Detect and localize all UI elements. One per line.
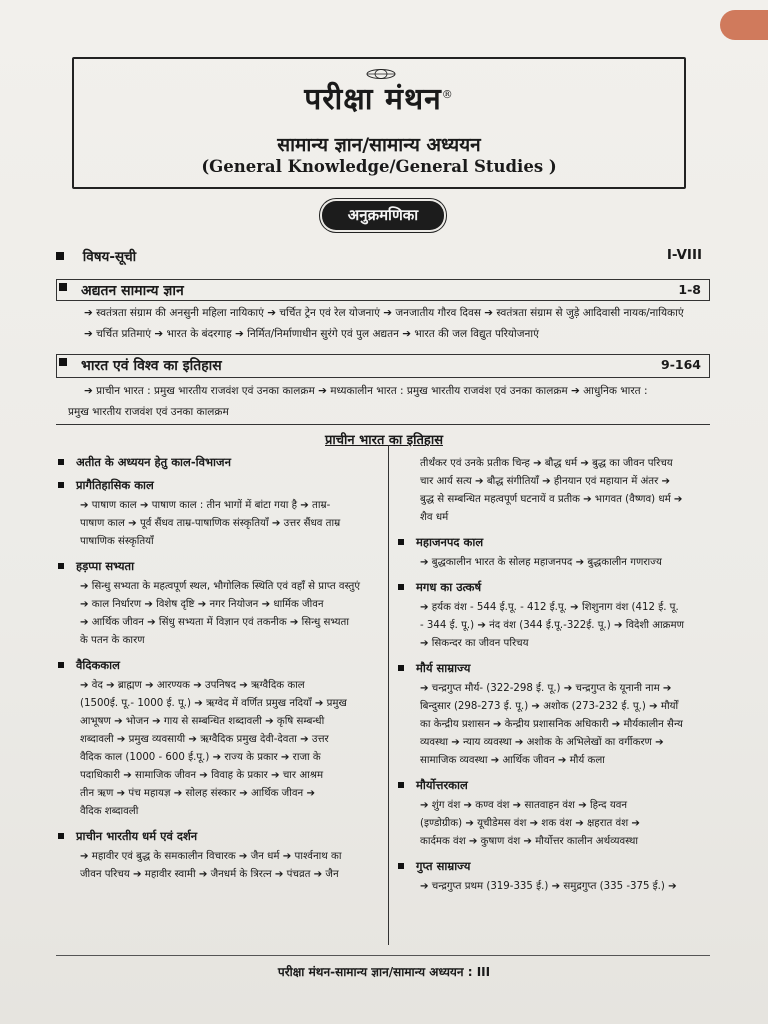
bullet-icon [59, 358, 67, 366]
topic-heading-text: मौर्योत्तरकाल [416, 778, 468, 792]
section-history [56, 354, 710, 378]
topic-line: ➔ काल निर्धारण ➔ विशेष दृष्टि ➔ नगर नियोजन ➔ धार्मिक जीवन [80, 599, 324, 610]
section-line: ➔ प्राचीन भारत : प्रमुख भारतीय राजवंश एवं उनका कालक्रम ➔ मध्यकालीन भारत : प्रमुख भारतीय राजवंश एवं उनका कालक्रम ➔ आधुनिक भारत : [84, 385, 648, 397]
topic-heading [58, 478, 378, 493]
right-column [398, 455, 718, 896]
toc-row [56, 247, 710, 265]
topic-heading [58, 559, 378, 574]
section-pages: 9-164 [661, 357, 701, 372]
ancient-history-title: प्राचीन भारत का इतिहास [325, 433, 443, 448]
topic-line: (1500ई. पू.- 1000 ई. पू.) ➔ ऋग्वेद में वर्णित प्रमुख नदियाँ ➔ प्रमुख [80, 698, 347, 709]
topic-heading-text: मगध का उत्कर्ष [416, 580, 482, 594]
topic-line: ➔ सिन्धु सभ्यता के महत्वपूर्ण स्थल, भौगोलिक स्थिति एवं वहाँ से प्राप्त वस्तुएं [80, 581, 360, 592]
topic-heading [398, 859, 718, 874]
topic-line: जीवन परिचय ➔ महावीर स्वामी ➔ जैनधर्म के त्रिरत्न ➔ पंचव्रत ➔ जैन [80, 869, 339, 880]
topic-line: - 344 ई. पू.) ➔ नंद वंश (344 ई.पू.-322ई. पू.) ➔ विदेशी आक्रमण [420, 620, 684, 631]
topic-line: ➔ चन्द्रगुप्त प्रथम (319-335 ई.) ➔ समुद्रगुप्त (335 -375 ई.) ➔ [420, 881, 677, 892]
topic-heading-text: मौर्य साम्राज्य [416, 661, 471, 675]
topic-line: तीन ऋण ➔ पंच महायज्ञ ➔ सोलह संस्कार ➔ आर्थिक जीवन ➔ [80, 788, 315, 799]
bullet-icon [398, 782, 404, 788]
topic-line: पाषाण काल ➔ पूर्व सैंधव ताम्र-पाषाणिक संस्कृतियाँ ➔ उत्तर सैंधव ताम्र [80, 518, 341, 529]
topic-line: ➔ बुद्धकालीन भारत के सोलह महाजनपद ➔ बुद्धकालीन गणराज्य [420, 557, 662, 568]
topic-line: पाषाणिक संस्कृतियाँ [80, 536, 154, 547]
brand-text: परीक्षा मंथन [304, 82, 442, 117]
footer: परीक्षा मंथन-सामान्य ज्ञान/सामान्य अध्ययन : III [277, 965, 491, 979]
topic-line: वैदिक शब्दावली [80, 806, 139, 817]
topic-line: ➔ चन्द्रगुप्त मौर्य- (322-298 ई. पू.) ➔ चन्द्रगुप्त के यूनानी नाम ➔ [420, 683, 672, 694]
bullet-icon [58, 563, 64, 569]
topic-line: ➔ महावीर एवं बुद्ध के समकालीन विचारक ➔ जैन धर्म ➔ पार्श्वनाथ का [80, 851, 342, 862]
topic-line: बुद्ध से सम्बन्धित महत्वपूर्ण घटनायें व प्रतीक ➔ भागवत (वैष्णव) धर्म ➔ [420, 494, 683, 505]
section-label: अद्यतन सामान्य ज्ञान [81, 283, 184, 299]
toc-label: विषय-सूची [82, 249, 137, 265]
topic-line: के पतन के कारण [80, 635, 145, 646]
index-heading: अनुक्रमणिका [322, 201, 444, 230]
finger-edge [720, 10, 768, 40]
english-title: (General Knowledge/General Studies ) [201, 157, 557, 176]
section-line: ➔ चर्चित प्रतिमाएं ➔ भारत के बंदरगाह ➔ निर्मित/निर्माणाधीन सुरंगे एवं पुल अद्यतन ➔ भारत की जल विद्युत परियोजनाएं [84, 328, 539, 340]
topic-heading-text: हड़प्पा सभ्यता [76, 559, 135, 573]
topic-heading [58, 829, 378, 844]
bullet-icon [398, 539, 404, 545]
topic-line: ➔ सिकन्दर का जीवन परिचय [420, 638, 529, 649]
topic-line: बिन्दुसार (298-273 ई. पू.) ➔ अशोक (273-232 ई. पू.) ➔ मौर्यों [420, 701, 679, 712]
header-box [72, 57, 686, 189]
topic-heading-text: वैदिककाल [76, 658, 120, 672]
topic-heading-text: प्राचीन भारतीय धर्म एवं दर्शन [76, 829, 198, 843]
topic-line: ➔ पाषाण काल ➔ पाषाण काल : तीन भागों में बांटा गया है ➔ ताम्र- [80, 500, 331, 511]
section-line: ➔ स्वतंत्रता संग्राम की अनसुनी महिला नायिकाएं ➔ चर्चित ट्रेन एवं रेल योजनाएं ➔ जनजातीय गौरव दिवस ➔ स्वतंत्रता संग्राम से जुड़े आदिवासी नायक/नायिकाएं [84, 307, 684, 319]
brand-title [74, 77, 684, 118]
column-divider [388, 445, 389, 945]
section-label: भारत एवं विश्व का इतिहास [81, 358, 222, 374]
topic-line: शब्दावली ➔ प्रमुख व्यवसायी ➔ ऋग्वैदिक प्रमुख देवी-देवता ➔ उत्तर [80, 734, 329, 745]
bullet-icon [58, 459, 64, 465]
topic-heading-text: प्रागैतिहासिक काल [76, 478, 154, 492]
hindi-title: सामान्य ज्ञान/सामान्य अध्ययन [277, 134, 481, 156]
bullet-icon [398, 863, 404, 869]
topic-line: ➔ शुंग वंश ➔ कण्व वंश ➔ सातवाहन वंश ➔ हिन्द यवन [420, 800, 628, 811]
bullet-icon [59, 283, 67, 291]
topic-line: कार्दमक वंश ➔ कुषाण वंश ➔ मौर्योत्तर कालीन अर्थव्यवस्था [420, 836, 639, 847]
divider [56, 424, 710, 425]
section-current-gk [56, 279, 710, 301]
left-column [58, 455, 378, 884]
topic-heading [58, 658, 378, 673]
topic-line: (इण्डोग्रीक) ➔ यूचीडेमस वंश ➔ शक वंश ➔ क्षहरात वंश ➔ [420, 818, 640, 829]
topic-heading [58, 455, 378, 470]
bullet-icon [398, 584, 404, 590]
topic-line: ➔ आर्थिक जीवन ➔ सिंधु सभ्यता में विज्ञान एवं तकनीक ➔ सिन्धु सभ्यता [80, 617, 349, 628]
topic-line: शैव धर्म [420, 512, 449, 523]
toc-pages: I-VIII [666, 247, 702, 263]
topic-line: वैदिक काल (1000 - 600 ई.पू.) ➔ राज्य के प्रकार ➔ राजा के [80, 752, 321, 763]
bullet-icon [58, 833, 64, 839]
topic-line: पदाधिकारी ➔ सामाजिक जीवन ➔ विवाह के प्रकार ➔ चार आश्रम [80, 770, 324, 781]
topic-line: सामाजिक व्यवस्था ➔ आर्थिक जीवन ➔ मौर्य कला [420, 755, 605, 766]
topic-line: ➔ वेद ➔ ब्राह्मण ➔ आरण्यक ➔ उपनिषद ➔ ऋग्वैदिक काल [80, 680, 305, 691]
footer-rule [56, 955, 710, 956]
topic-line: का केन्द्रीय प्रशासन ➔ केन्द्रीय प्रशासनिक अधिकारी ➔ मौर्यकालीन सैन्य [420, 719, 683, 730]
topic-heading [398, 778, 718, 793]
topic-heading [398, 535, 718, 550]
topic-heading-text: गुप्त साम्राज्य [416, 859, 471, 873]
bullet-icon [58, 482, 64, 488]
registered-mark: ® [441, 88, 454, 101]
topic-heading-text: महाजनपद काल [416, 535, 484, 549]
topic-heading [398, 580, 718, 595]
bullet-icon [398, 665, 404, 671]
topic-heading-text: अतीत के अध्ययन हेतु काल-विभाजन [76, 455, 231, 469]
topic-heading [398, 661, 718, 676]
bullet-icon [56, 252, 64, 260]
topic-line: आभूषण ➔ भोजन ➔ गाय से सम्बन्धित शब्दावली ➔ कृषि सम्बन्धी [80, 716, 325, 727]
section-line: प्रमुख भारतीय राजवंश एवं उनका कालक्रम [68, 406, 229, 418]
topic-line: ➔ हर्यक वंश - 544 ई.पू. - 412 ई.पू. ➔ शिशुनाग वंश (412 ई. पू. [420, 602, 679, 613]
section-pages: 1-8 [678, 282, 701, 297]
topic-line: चार आर्य सत्य ➔ बौद्ध संगीतियाँ ➔ हीनयान एवं महायान में अंतर ➔ [420, 476, 671, 487]
topic-line: तीर्थंकर एवं उनके प्रतीक चिन्ह ➔ बौद्ध धर्म ➔ बुद्ध का जीवन परिचय [420, 458, 673, 469]
topic-line: व्यवस्था ➔ न्याय व्यवस्था ➔ अशोक के अभिलेखों का वर्गीकरण ➔ [420, 737, 664, 748]
bullet-icon [58, 662, 64, 668]
